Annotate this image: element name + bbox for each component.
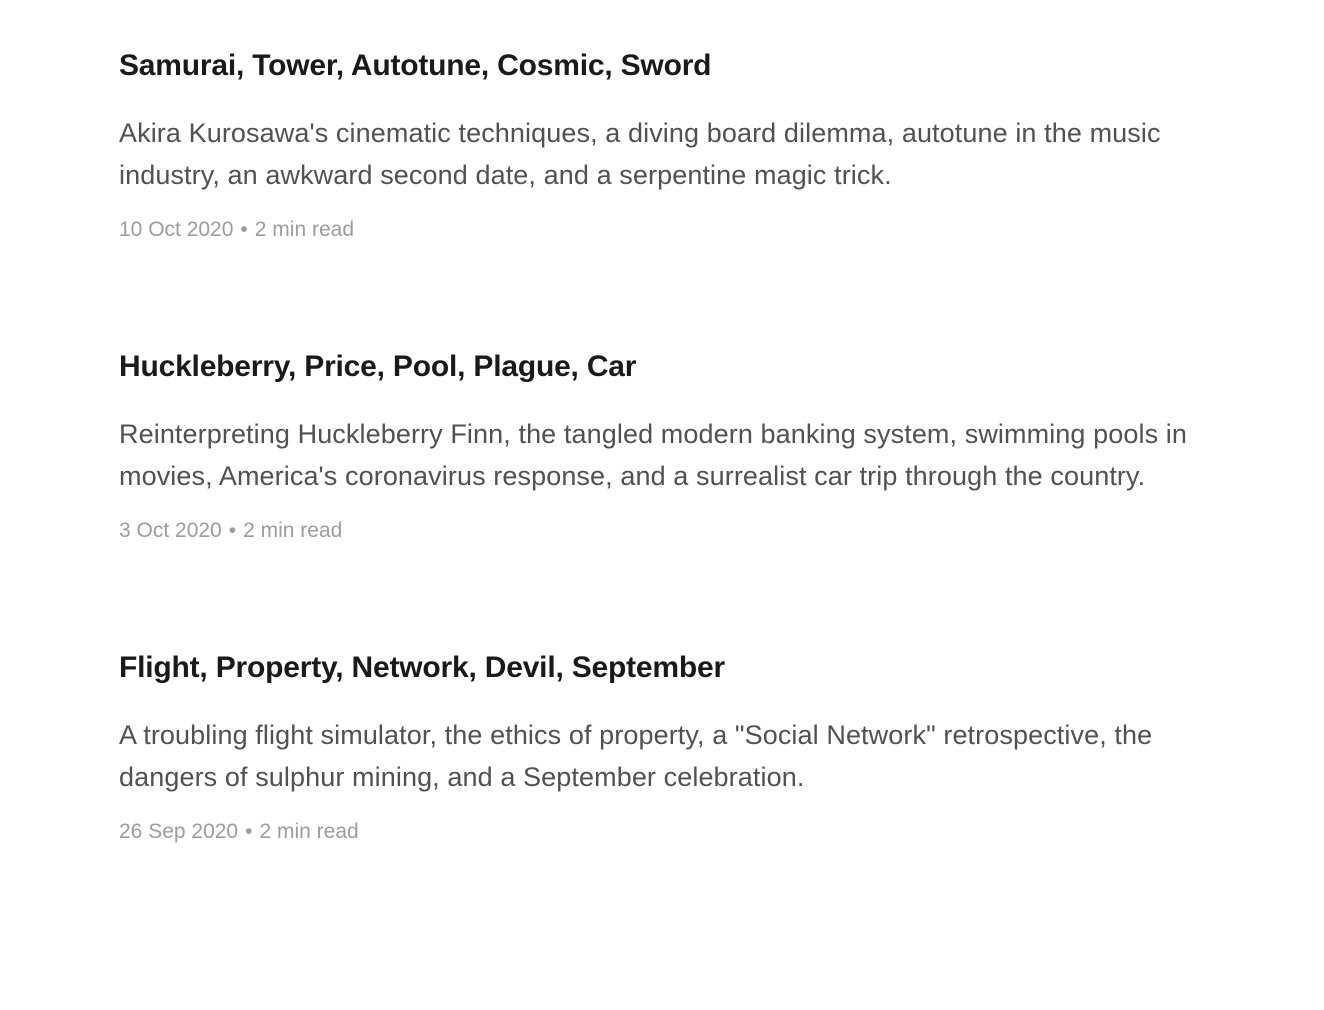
meta-separator-dot: • xyxy=(228,519,237,542)
post-excerpt-line: A troubling flight simulator, the ethics of property, a "Social Network" retrospective, the xyxy=(119,720,1153,750)
post-excerpt-line: movies, America's coronavirus response, and a surrealist car trip through the country. xyxy=(119,461,1146,491)
post-title-link[interactable]: Huckleberry, Price, Pool, Plague, Car xyxy=(119,350,637,383)
post-read-time: 2 min read xyxy=(259,820,359,843)
post-title-link[interactable]: Flight, Property, Network, Devil, September xyxy=(119,651,725,684)
post-card[interactable] xyxy=(119,48,1284,242)
post-read-time: 2 min read xyxy=(254,218,354,241)
post-title-link[interactable]: Samurai, Tower, Autotune, Cosmic, Sword xyxy=(119,49,712,82)
meta-separator-dot: • xyxy=(240,218,248,241)
post-excerpt-line: Akira Kurosawa's cinematic techniques, a diving board dilemma, autotune in the music xyxy=(119,118,1161,148)
post-meta xyxy=(119,217,1284,242)
post-date: 26 Sep 2020 xyxy=(119,820,239,843)
post-date: 10 Oct 2020 xyxy=(119,218,234,241)
post-date: 3 Oct 2020 xyxy=(119,519,222,542)
post-excerpt-line: dangers of sulphur mining, and a September celebration. xyxy=(119,762,805,792)
post-excerpt xyxy=(119,413,1284,497)
post-meta xyxy=(119,819,1284,844)
meta-separator-dot: • xyxy=(245,820,253,843)
post-excerpt xyxy=(119,714,1284,798)
post-meta xyxy=(119,518,1284,543)
post-excerpt xyxy=(119,112,1284,196)
post-card[interactable] xyxy=(119,349,1284,543)
post-read-time: 2 min read xyxy=(243,519,343,542)
post-excerpt-line: Reinterpreting Huckleberry Finn, the tangled modern banking system, swimming pools in xyxy=(119,419,1187,449)
post-excerpt-line: industry, an awkward second date, and a serpentine magic trick. xyxy=(119,160,892,190)
post-card[interactable] xyxy=(119,650,1284,844)
